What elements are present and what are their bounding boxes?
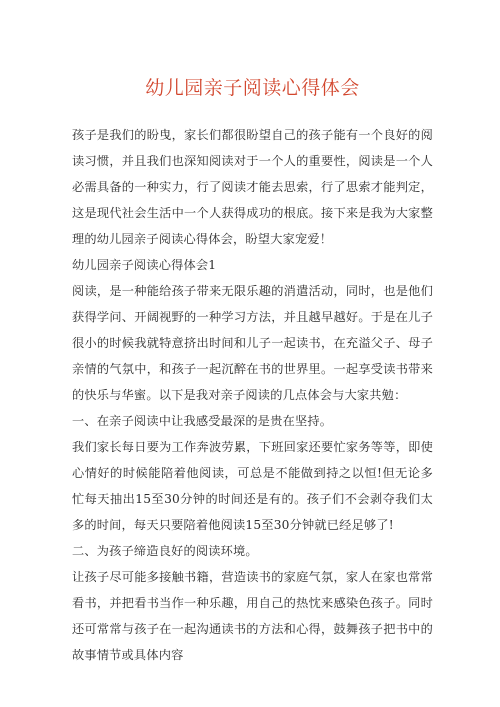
intro-paragraph: 孩子是我们的盼曳，家长们都很盼望自己的孩子能有一个良好的阅读习惯，并且我们也深知阅读对于一个人的重要性，阅读是一个人必需具备的一种实力，行了阅读才能去思索，行了思索才能判定，这是现代社会生活中一个人获得成功的根底。接下来是我为大家整理的幼儿园亲子阅读心得体会，盼望大家宠爱！ [72, 128, 433, 246]
document-body [72, 122, 433, 668]
document-title: 幼儿园亲子阅读心得体会 [145, 77, 360, 99]
point-heading: 二、为孩子缔造良好的阅读环境。 [72, 544, 258, 558]
section-heading: 幼儿园亲子阅读心得体会1 [72, 258, 217, 272]
point-heading: 一、在亲子阅读中让我感受最深的是贵在坚持。 [72, 414, 333, 428]
body-paragraph: 让孩子尽可能多接触书籍，营造读书的家庭气氛，家人在家也常常看书，并把看书当作一种乐趣，用自己的热忱来感染色孩子。同时还可常常与孩子在一起沟通读书的方法和心得，鼓舞孩子把书中的故事情节或具体内容 [72, 570, 433, 662]
body-paragraph: 阅读，是一种能给孩子带来无限乐趣的消遣活动，同时，也是他们获得学问、开阔视野的一种学习方法，并且越早越好。于是在儿子很小的时候我就特意挤出时间和儿子一起读书，在充溢父子、母子亲情的气氛中，和孩子一起沉醉在书的世界里。一起享受读书带来的快乐与华蜜。以下是我对亲子阅读的几点体会与大家共勉： [72, 284, 433, 402]
body-paragraph: 我们家长每日要为工作奔波劳累，下班回家还要忙家务等等，即使心情好的时候能陪着他阅读，可总是不能做到持之以恒!但无论多忙每天抽出15至30分钟的时间还是有的。孩子们不会剥夺我们太多的时间，每天只要陪着他阅读15至30分钟就已经足够了! [72, 440, 433, 532]
